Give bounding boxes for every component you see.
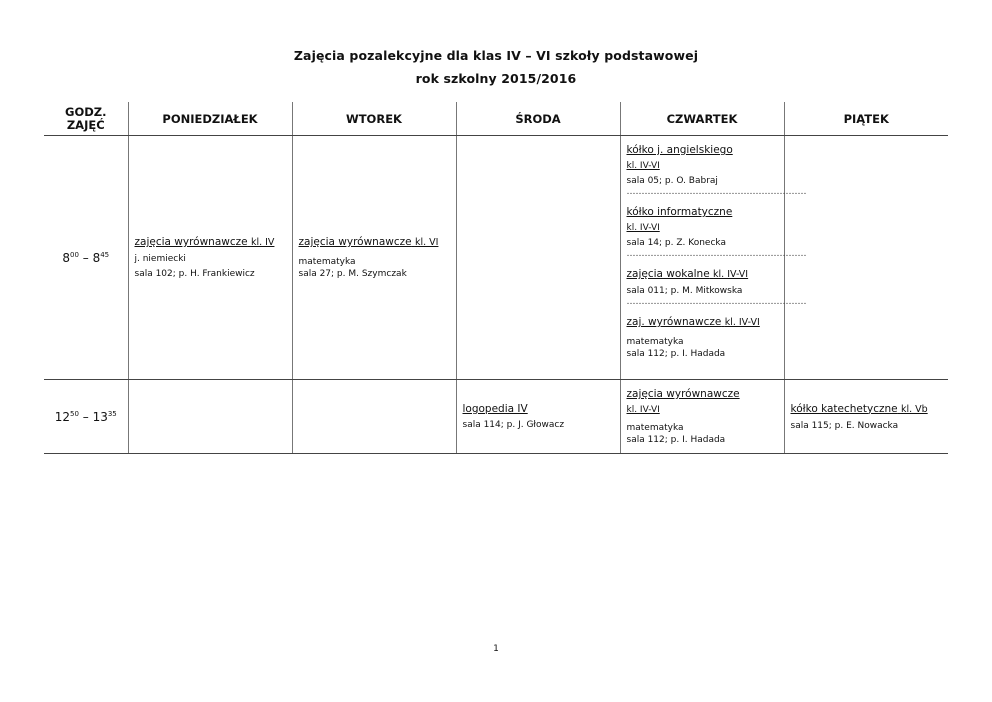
activity-title: zajęcia wyrównawcze (626, 388, 740, 400)
activity-cell-monday (128, 380, 292, 454)
time-start: 12 (54, 409, 70, 424)
page-number: 1 (493, 644, 499, 654)
activity-class: kl. IV-VI (626, 161, 660, 171)
activity-room: sala 05; p. O. Babraj (626, 176, 718, 186)
column-header-wednesday: ŚRODA (456, 102, 620, 136)
activity-room: sala 114; p. J. Głowacz (462, 420, 565, 430)
activity-cell-wednesday (456, 380, 620, 454)
activity-title: kółko j. angielskiego (626, 144, 733, 156)
activity-title (627, 315, 778, 330)
header-row (44, 102, 948, 136)
activity-cell-monday (128, 136, 292, 380)
time-start-minutes: 00 (70, 250, 79, 259)
activity-class: kl. IV (250, 237, 275, 248)
activity-room: sala 112; p. I. Hadada (626, 349, 726, 359)
activity-title: kółko informatyczne (626, 206, 733, 218)
activity-class: kl. IV-VI (713, 269, 749, 280)
activity-cell-thursday (620, 380, 784, 454)
document-subtitle: rok szkolny 2015/2016 (415, 71, 577, 86)
column-header-monday: PONIEDZIAŁEK (128, 102, 292, 136)
activity-room: sala 14; p. Z. Konecka (626, 238, 726, 248)
activity-title (135, 235, 286, 250)
activity-name: zajęcia wyrównawcze (298, 236, 412, 248)
time-end: 13 (92, 409, 108, 424)
activity-subject: j. niemiecki (134, 254, 186, 264)
activity-subject: matematyka (298, 257, 356, 267)
time-start: 8 (62, 250, 70, 265)
time-end-minutes: 45 (100, 250, 110, 259)
dotted-separator: …………………………………………………… (626, 187, 807, 197)
time-end-minutes: 35 (107, 409, 117, 418)
schedule-table (44, 102, 948, 454)
column-header-friday: PIĄTEK (784, 102, 948, 136)
column-header-hours (44, 102, 128, 136)
activity-room: sala 102; p. H. Frankiewicz (134, 269, 255, 279)
activity-class: kl. Vb (900, 403, 928, 415)
activity-room: sala 112; p. I. Hadada (626, 435, 726, 445)
activity-cell-friday (784, 380, 948, 454)
activity-cell-thursday (620, 136, 807, 380)
activity-name: zajęcia wokalne (626, 268, 710, 280)
dotted-separator: …………………………………………………… (626, 297, 807, 307)
hours-header-line2: ZAJĘĆ (66, 117, 105, 132)
column-header-tuesday: WTOREK (292, 102, 456, 136)
activity-title (299, 235, 450, 250)
time-cell: $12^{50} - 13^{35}$ (44, 380, 128, 454)
activity-subject: matematyka (626, 337, 684, 347)
activity-name: zajęcia wyrównawcze (134, 236, 248, 248)
activity-room: sala 011; p. M. Mitkowska (626, 286, 743, 296)
column-header-thursday: CZWARTEK (620, 102, 784, 136)
activity-title (791, 402, 943, 417)
activity-cell-tuesday (292, 136, 456, 380)
activity-class: kl. VI (414, 237, 439, 248)
activity-room: sala 27; p. M. Szymczak (298, 269, 407, 279)
time-end: 8 (92, 250, 101, 265)
time-cell: $8^{00} - 8^{45}$ (44, 136, 128, 380)
activity-title: logopedia IV (462, 403, 528, 415)
table-row (44, 380, 948, 454)
activity-cell-wednesday (456, 136, 620, 380)
activity-title (627, 267, 778, 282)
activity-room: sala 115; p. E. Nowacka (790, 420, 899, 431)
activity-class: kl. IV-VI (626, 223, 660, 233)
activity-class: kl. IV-VI (626, 405, 660, 415)
activity-subject: matematyka (626, 423, 684, 433)
activity-cell-tuesday (292, 380, 456, 454)
document-title: Zajęcia pozalekcyjne dla klas IV – VI szkoły podstawowej (293, 48, 699, 63)
activity-cell-friday (784, 136, 948, 380)
activity-name: zaj. wyrównawcze (626, 316, 722, 328)
time-start-minutes: 50 (70, 409, 79, 418)
dotted-separator: …………………………………………………… (626, 249, 807, 259)
activity-class: kl. IV-VI (724, 317, 760, 328)
table-row (44, 136, 948, 380)
hours-header-line1: GODZ. (65, 104, 107, 119)
activity-name: kółko katechetyczne (790, 402, 898, 415)
